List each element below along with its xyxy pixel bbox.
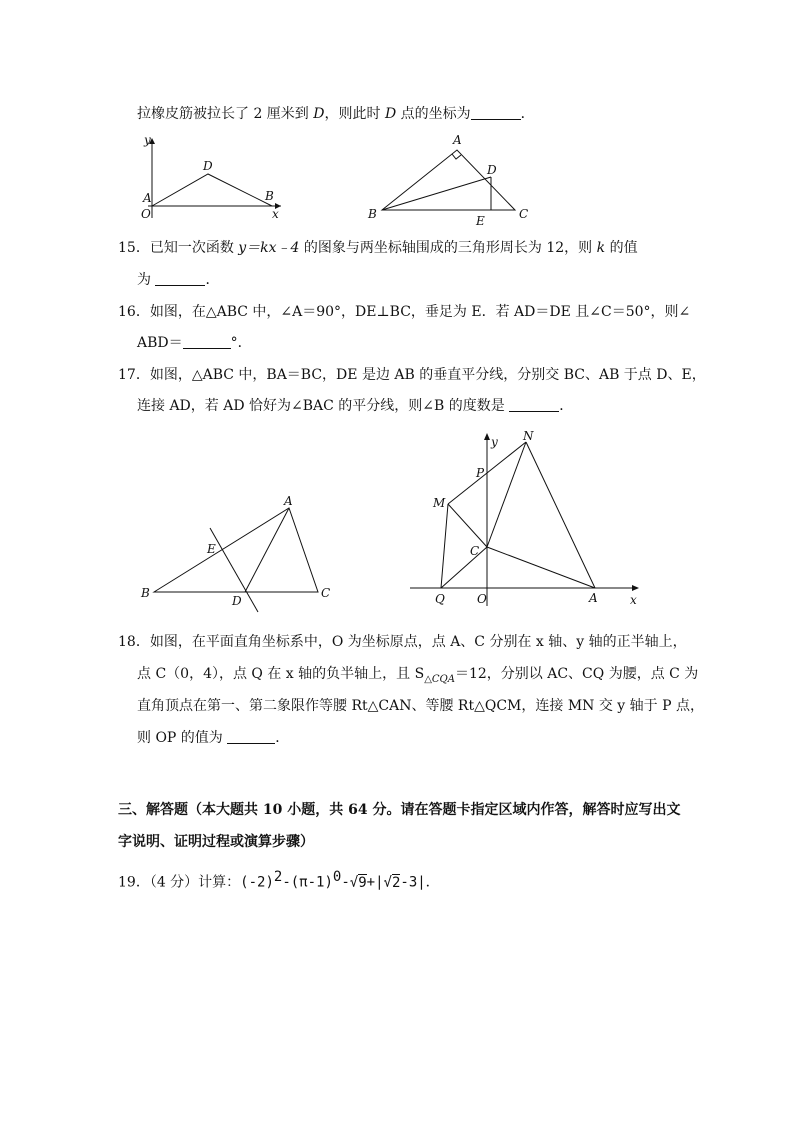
q16-answer-blank[interactable] (183, 334, 231, 349)
label-C: C (321, 586, 331, 600)
q19-term1: (-2) (240, 874, 274, 891)
q18-text-b: ＝12，分别以 AC、CQ 为腰，点 C 为 (454, 666, 699, 682)
q19-line (118, 867, 440, 893)
section-3-title-line2: 字说明、证明过程或演算步骤） (118, 834, 314, 850)
q18-line3: 直角顶点在第一、第二象限作等腰 Rt△CAN、等腰 Rt△QCM，连接 MN 交 y 轴于 P 点， (137, 698, 704, 714)
label-M: M (433, 496, 446, 510)
label-B: B (265, 189, 274, 203)
q16-line2 (137, 333, 252, 353)
triangle-ABC (382, 150, 515, 210)
label-Q: Q (435, 592, 445, 606)
label-A: A (143, 191, 152, 205)
q14-text-c: 点的坐标为 (396, 106, 471, 122)
label-B: B (141, 586, 150, 600)
label-y: y (144, 133, 151, 147)
band-ADB (152, 174, 272, 206)
q14-end: ． (520, 106, 535, 122)
q18-answer-blank[interactable] (227, 729, 275, 744)
q16-text-b: °． (230, 335, 252, 351)
q15-text-c: 的值 (605, 240, 638, 256)
q15-line1 (118, 238, 638, 258)
q18-text-a: 点 C（0，4），点 Q 在 x 轴的负半轴上，且 S (137, 666, 425, 682)
q15-function: y＝kx﹣4 (238, 240, 300, 256)
q14-figure-left (136, 132, 286, 222)
x-axis-arrow (632, 585, 639, 591)
q14-answer-blank[interactable] (471, 105, 521, 120)
q15-k: k (596, 240, 606, 256)
segment-QC (441, 547, 487, 588)
label-D: D (232, 594, 242, 608)
label-N: N (523, 429, 534, 443)
q16-line1: 16．如图，在△ABC 中，∠A＝90°，DE⊥BC，垂足为 E．若 AD＝DE 且∠C＝50°，则∠ (118, 304, 691, 320)
q15-answer-blank[interactable] (155, 271, 205, 286)
segment-BD (382, 177, 491, 210)
section-3-title-line1: 三、解答题（本大题共 10 小题，共 64 分。请在答题卡指定区域内作答，解答时应写出文 (118, 802, 681, 818)
q18-line2 (137, 664, 698, 690)
q18-text-d: ． (275, 730, 290, 746)
label-P: P (476, 466, 485, 480)
label-O: O (141, 207, 151, 221)
label-A: A (589, 591, 598, 605)
segment-AD (245, 508, 289, 592)
q19-term2: -(π-1) (282, 874, 333, 891)
q14-text (137, 104, 535, 124)
q19-radicand1: 9 (358, 874, 367, 891)
label-D: D (487, 163, 497, 177)
right-angle-mark (452, 154, 461, 159)
q19-plus-abs: +| (366, 874, 384, 891)
segment-MQ (441, 504, 448, 588)
sqrt-sign-icon: √ (383, 874, 392, 891)
q14-point-d: D (313, 106, 325, 122)
q14-point-d2: D (384, 106, 397, 122)
q18-subscript: △CQA (424, 673, 455, 685)
q16-text-a: ABD＝ (137, 335, 183, 351)
sqrt-sign-icon: √ (349, 874, 359, 891)
label-C: C (470, 544, 480, 558)
q15-text-b: 的图象与两坐标轴围成的三角形周长为 12，则 (299, 240, 597, 256)
q17-line1: 17．如图，△ABC 中，BA＝BC，DE 是边 AB 的垂直平分线，分别交 BC、AB 于点 D、E， (118, 367, 706, 383)
label-B: B (368, 207, 377, 221)
label-A: A (453, 133, 462, 147)
label-A: A (284, 494, 293, 508)
q19-minus: - (341, 874, 350, 891)
q18-figure (405, 428, 645, 613)
q19-exp1: 2 (273, 869, 283, 885)
label-x: x (630, 593, 637, 607)
q19-radicand2: 2 (391, 874, 401, 891)
q19-tail: -3|． (400, 874, 440, 891)
label-y: y (491, 435, 498, 449)
q15-text-d: 为 (137, 272, 156, 288)
label-x: x (272, 207, 279, 221)
q19-exp2: 0 (332, 869, 342, 885)
q17-text-b: ． (559, 398, 574, 414)
q17-figure (138, 490, 338, 615)
q15-line2 (137, 270, 219, 290)
y-axis-arrow (484, 433, 490, 440)
triangle-ABC (154, 508, 318, 592)
q15-end: ． (205, 272, 220, 288)
q17-line2 (137, 396, 573, 416)
q18-line1: 18．如图，在平面直角坐标系中，O 为坐标原点，点 A、C 分别在 x 轴、y 轴的正半轴上， (118, 634, 687, 650)
label-E: E (476, 214, 485, 228)
q18-text-c: 则 OP 的值为 (137, 730, 228, 746)
q14-text-b: ，则此时 (324, 106, 385, 122)
q18-line4 (137, 728, 289, 748)
label-D: D (203, 159, 213, 173)
q16-figure (360, 130, 540, 230)
q14-text-a: 拉橡皮筋被拉长了 2 厘米到 (137, 106, 314, 122)
q15-text-a: 15．已知一次函数 (118, 240, 239, 256)
q19-prefix: 19．（4 分）计算： (118, 874, 241, 891)
q17-answer-blank[interactable] (509, 397, 559, 412)
label-O: O (477, 592, 487, 606)
q17-text-a: 连接 AD，若 AD 恰好为∠BAC 的平分线，则∠B 的度数是 (137, 398, 510, 414)
label-E: E (207, 542, 216, 556)
label-C: C (519, 207, 529, 221)
segment-MC (448, 504, 487, 547)
